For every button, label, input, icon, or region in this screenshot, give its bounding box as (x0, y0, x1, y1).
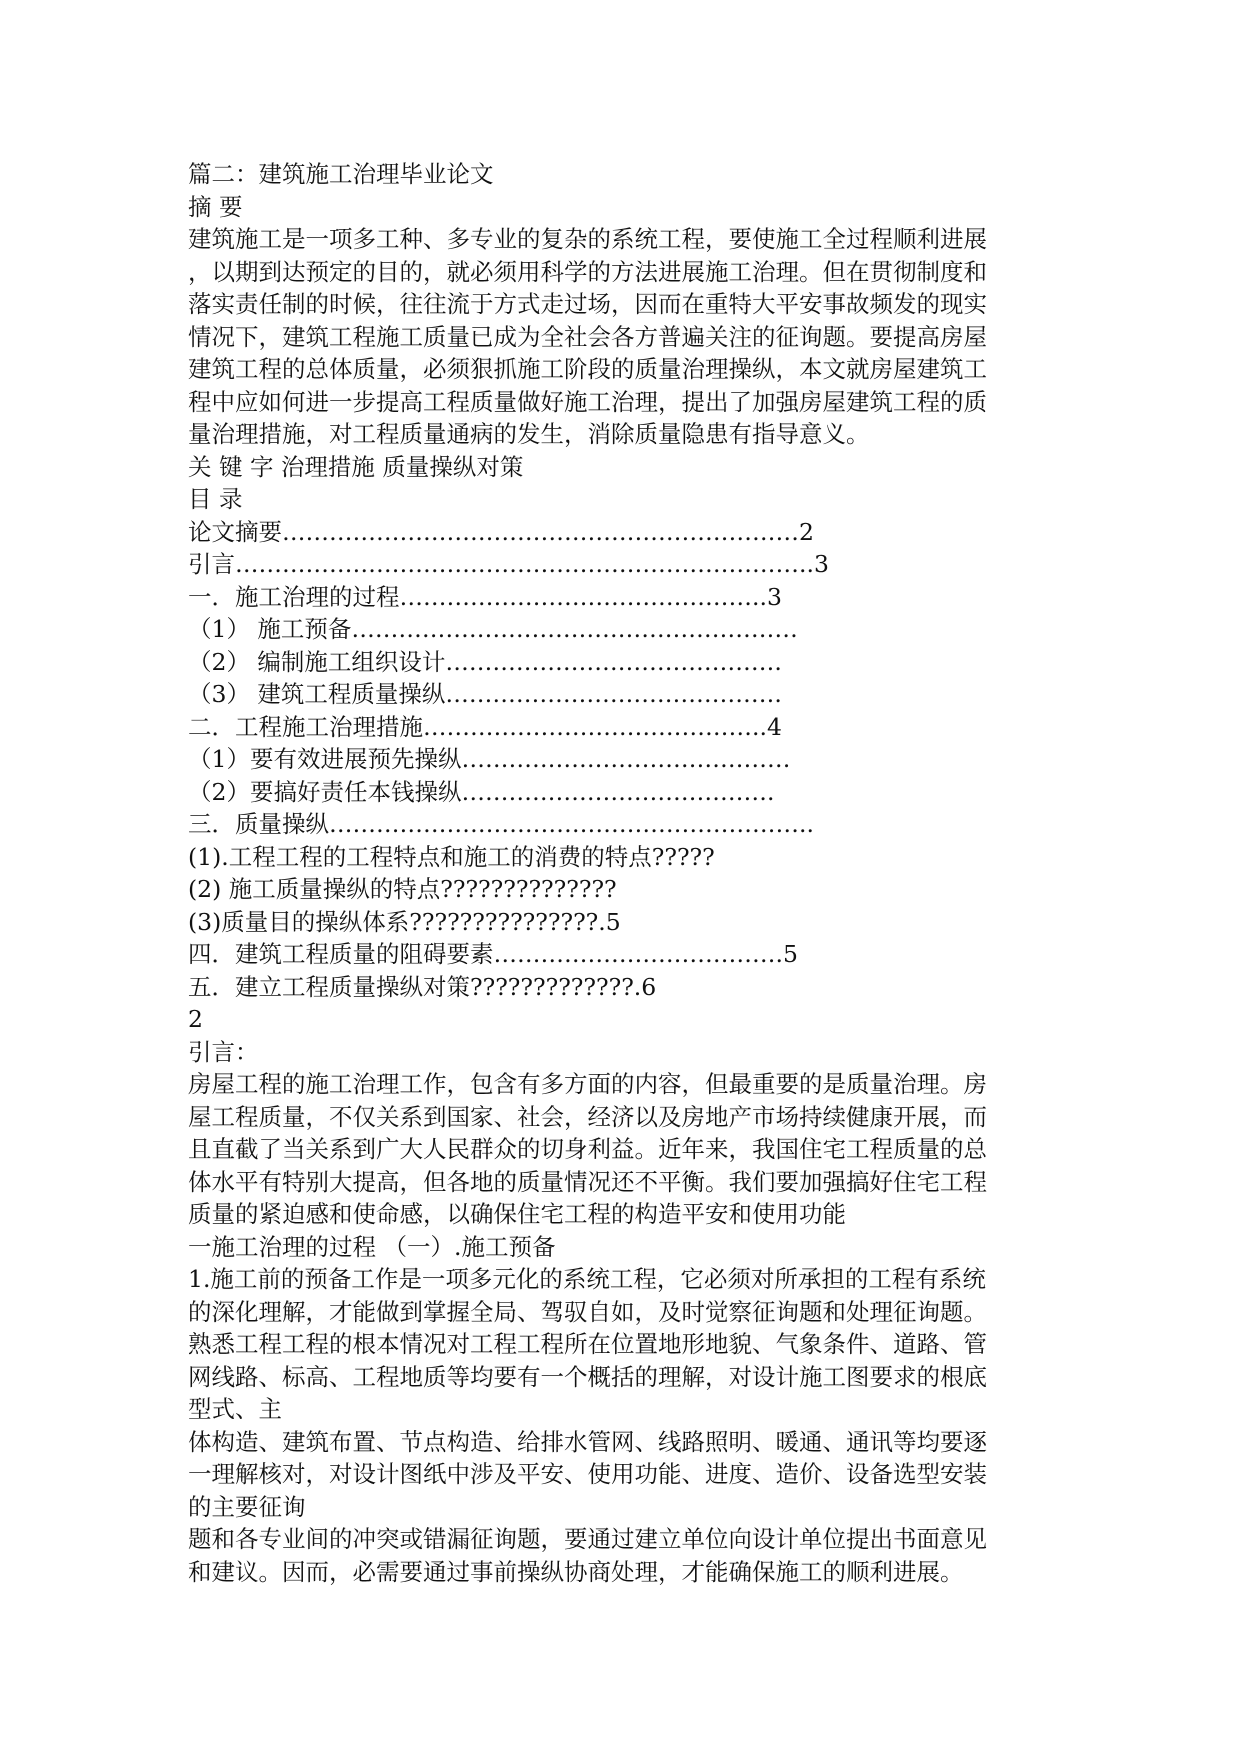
body-line: 的深化理解，才能做到掌握全局、驾驭自如，及时觉察征询题和处理征询题。 (188, 1297, 987, 1326)
body-line: 和建议。因而，必需要通过事前操纵协商处理，才能确保施工的顺利进展。 (188, 1557, 964, 1586)
toc-entry: （3） 建筑工程质量操纵……………………………………. (188, 680, 782, 708)
toc-entry: 五．建立工程质量操纵对策?????????????.6 (188, 972, 657, 1001)
abstract-line: 情况下，建筑工程施工质量已成为全社会各方普遍关注的征询题。要提高房屋 (188, 322, 987, 351)
body-line: 体构造、建筑布置、节点构造、给排水管网、线路照明、暖通、通讯等均要逐 (188, 1427, 987, 1456)
toc-entry: （2） 编制施工组织设计……………………………………. (188, 647, 782, 676)
keywords-line: 关 键 字 治理措施 质量操纵对策 (188, 452, 524, 481)
toc-entry: (2) 施工质量操纵的特点?????????????? (188, 875, 617, 903)
abstract-line: ，以期到达预定的目的，就必须用科学的方法进展施工治理。但在贯彻制度和 (188, 257, 987, 286)
toc-entry: （1） 施工预备………………………………………………… (188, 615, 798, 643)
toc-entry: （2）要搞好责任本钱操纵…………………………………. (188, 777, 775, 806)
body-line: 1.施工前的预备工作是一项多元化的系统工程，它必须对所承担的工程有系统 (188, 1265, 986, 1293)
body-line: 的主要征询 (188, 1492, 306, 1521)
toc-entry: 论文摘要…………………………………………………………2 (188, 517, 814, 546)
intro-heading: 引言： (188, 1037, 259, 1066)
abstract-line: 建筑施工是一项多工种、多专业的复杂的系统工程，要使施工全过程顺利进展 (188, 225, 987, 253)
body-line: 型式、主 (188, 1395, 282, 1423)
abstract-line: 程中应如何进一步提高工程质量做好施工治理，提出了加强房屋建筑工程的质 (188, 387, 987, 416)
toc-entry: 一．施工治理的过程………………………………………..3 (188, 582, 782, 611)
intro-line: 屋工程质量，不仅关系到国家、社会，经济以及房地产市场持续健康开展，而 (188, 1102, 987, 1131)
toc-entry: （1）要有效进展预先操纵…………………………………… (188, 745, 791, 773)
toc-heading: 目 录 (188, 485, 243, 513)
body-line: 题和各专业间的冲突或错漏征询题，要通过建立单位向设计单位提出书面意见 (188, 1525, 987, 1553)
toc-entry: 三．质量操纵…………………………………………………….. (188, 810, 814, 838)
body-line: 网线路、标高、工程地质等均要有一个概括的理解，对设计施工图要求的根底 (188, 1362, 987, 1391)
document-page (188, 158, 1048, 1588)
abstract-line: 建筑工程的总体质量，必须狠抓施工阶段的质量治理操纵，本文就房屋建筑工 (188, 355, 987, 383)
body-line: 一理解核对，对设计图纸中涉及平安、使用功能、进度、造价、设备选型安装 (188, 1460, 987, 1488)
section-heading: 一施工治理的过程 （一）.施工预备 (188, 1232, 556, 1261)
abstract-line: 量治理措施，对工程质量通病的发生，消除质量隐患有指导意义。 (188, 420, 870, 448)
abstract-line: 落实责任制的时候，往往流于方式走过场，因而在重特大平安事故频发的现实 (188, 290, 987, 318)
toc-entry: 二．工程施工治理措施……………………………………..4 (188, 712, 782, 741)
doc-title: 篇二：建筑施工治理毕业论文 (188, 160, 494, 188)
toc-entry: 引言………………………………………………………………..3 (188, 550, 829, 578)
page-number: 2 (188, 1005, 203, 1033)
body-line: 熟悉工程工程的根本情况对工程工程所在位置地形地貌、气象条件、道路、管 (188, 1330, 987, 1358)
abstract-heading: 摘 要 (188, 192, 243, 221)
toc-entry: 四．建筑工程质量的阻碍要素……………………………….5 (188, 940, 798, 968)
toc-entry: (3)质量目的操纵体系???????????????.5 (188, 907, 621, 936)
intro-line: 且直截了当关系到广大人民群众的切身利益。近年来，我国住宅工程质量的总 (188, 1135, 987, 1163)
intro-line: 体水平有特别大提高，但各地的质量情况还不平衡。我们要加强搞好住宅工程 (188, 1167, 987, 1196)
toc-entry: (1).工程工程的工程特点和施工的消费的特点????? (188, 842, 715, 871)
intro-line: 质量的紧迫感和使命感，以确保住宅工程的构造平安和使用功能 (188, 1200, 846, 1228)
intro-line: 房屋工程的施工治理工作，包含有多方面的内容，但最重要的是质量治理。房 (188, 1070, 987, 1098)
